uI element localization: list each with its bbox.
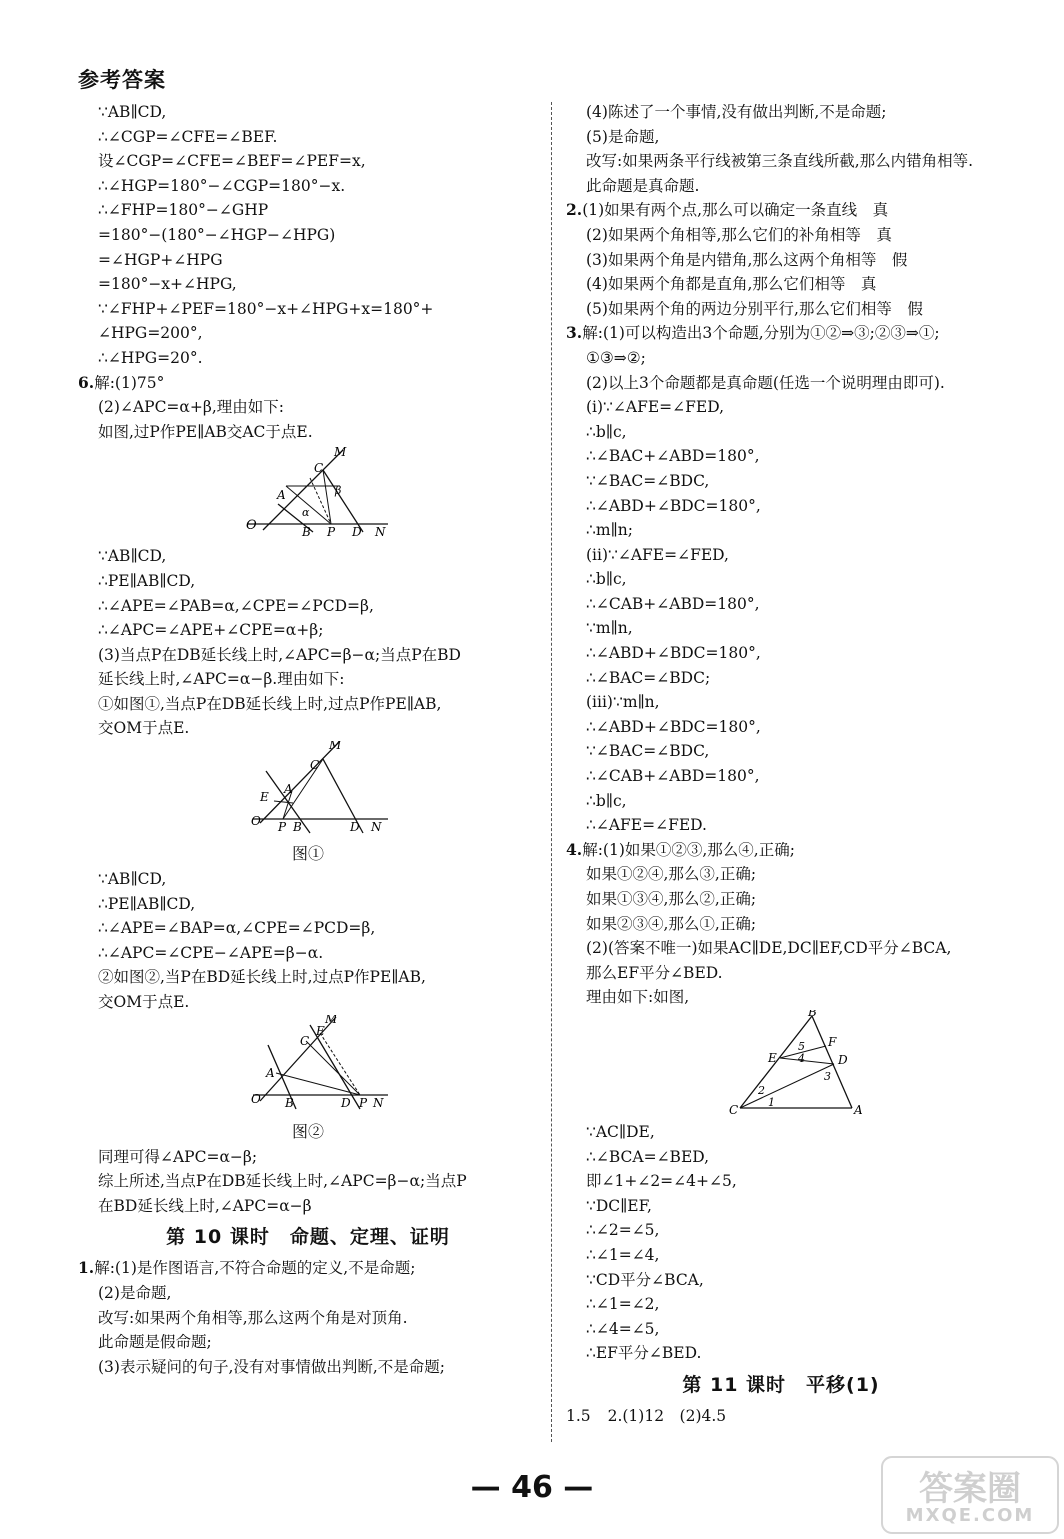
question-1-answer: 解:(1)是作图语言,不符合命题的定义,不是命题; [94, 1259, 416, 1278]
text-line: ∴∠BAC=∠BDC; [586, 668, 711, 687]
point-label: E [768, 1050, 777, 1065]
question-1-head [78, 1256, 538, 1281]
question-number: 2. [566, 200, 583, 220]
text-line: ∴b∥c, [586, 791, 627, 810]
angle-label: 5 [798, 1039, 805, 1053]
point-label: α [302, 506, 310, 520]
point-label: A [266, 1065, 275, 1080]
text-line: ∴∠CAB+∠ABD=180°, [586, 767, 760, 786]
text-line: ∵∠BAC=∠BDC, [586, 471, 710, 490]
question-3-head [566, 321, 996, 346]
point-label: O [246, 518, 257, 534]
text-line: 如果①②④,那么③,正确; [586, 865, 757, 884]
section-title: 第 11 课时 平移(1) [682, 1373, 880, 1396]
text-line: 如果②③④,那么①,正确; [586, 914, 757, 933]
point-label: A [284, 782, 293, 797]
right-column [566, 100, 996, 1429]
geometry-figure-triangle [566, 1010, 996, 1120]
point-label: B [285, 1095, 294, 1110]
left-column [78, 100, 538, 1379]
geometry-diagram [78, 444, 538, 544]
text-line: ∴∠2=∠5, [586, 1221, 660, 1240]
text-line: (ii)∵∠AFE=∠FED, [586, 545, 729, 564]
text-line: ∵AC∥DE, [586, 1122, 655, 1141]
text-line: ∴∠HGP=180°−∠CGP=180°−x. [98, 176, 346, 195]
text-line: ∴b∥c, [586, 422, 627, 441]
question-3-answer: 解:(1)可以构造出3个命题,分别为①②⇒③;②③⇒①; [582, 324, 940, 343]
point-label: B [293, 820, 302, 835]
question-2-head [566, 198, 996, 223]
text-line: ∵∠BAC=∠BDC, [586, 742, 710, 761]
triangle-diagram [566, 1010, 996, 1120]
text-line: ∴∠1=∠2, [586, 1295, 660, 1314]
text-line: =180°−x+∠HPG, [98, 275, 237, 294]
text-line: 在BD延长线上时,∠APC=α−β [98, 1196, 312, 1215]
point-label: D [350, 820, 360, 835]
text-line: (5)如果两个角的两边分别平行,那么它们相等 假 [586, 299, 923, 318]
text-line: ①如图①,当点P在DB延长线上时,过点P作PE∥AB, [98, 694, 442, 713]
answer-line [566, 1404, 996, 1429]
page-header-title: 参考答案 [78, 68, 166, 92]
point-label: E [260, 790, 269, 805]
point-label: P [278, 820, 287, 835]
geometry-figure-main [78, 444, 538, 544]
point-label: M [329, 741, 342, 753]
point-label: D [352, 525, 362, 540]
text-line: ∵AB∥CD, [98, 103, 167, 121]
point-label: O [251, 1091, 261, 1106]
text-line: (3)表示疑问的句子,没有对事情做出判断,不是命题; [98, 1357, 446, 1376]
text-line: (2)(答案不唯一)如果AC∥DE,DC∥EF,CD平分∠BCA, [586, 939, 952, 958]
answer-q1: 1.5 [566, 1406, 591, 1425]
text-line: ∠HPG=200°, [98, 324, 203, 343]
text-line: 设∠CGP=∠CFE=∠BEF=∠PEF=x, [98, 152, 366, 171]
text-line: (2)如果两个角相等,那么它们的补角相等 真 [586, 225, 892, 244]
text-line: (i)∵∠AFE=∠FED, [586, 398, 725, 417]
text-line: 延长线上时,∠APC=α−β.理由如下: [98, 670, 345, 689]
text-line: ∵CD平分∠BCA, [586, 1270, 704, 1289]
text-line: ∴b∥c, [586, 570, 627, 589]
question-number: 6. [78, 372, 95, 392]
text-line: 此命题是真命题. [586, 176, 700, 195]
geometry-figure-1 [78, 741, 538, 841]
point-label: N [371, 820, 382, 835]
text-line: 同理可得∠APC=α−β; [98, 1147, 258, 1166]
section-title: 第 10 课时 命题、定理、证明 [166, 1226, 450, 1249]
text-line: (5)是命题, [586, 127, 660, 146]
question-number: 1. [78, 1258, 95, 1278]
point-label: P [327, 525, 336, 540]
question-6-head [78, 371, 538, 396]
point-label: E [316, 1023, 325, 1038]
point-label: C [300, 1033, 310, 1048]
text-line: ∴∠ABD+∠BDC=180°, [586, 717, 761, 736]
text-line: 那么EF平分∠BED. [586, 963, 723, 982]
text-line: ∴∠CGP=∠CFE=∠BEF. [98, 127, 278, 146]
text-line: =180°−(180°−∠HGP−∠HPG) [98, 225, 336, 244]
point-label: C [314, 461, 324, 476]
angle-label: 3 [824, 1069, 831, 1083]
geometry-figure-2 [78, 1015, 538, 1119]
text-line: ∴∠CAB+∠ABD=180°, [586, 594, 760, 613]
text-line: ∴∠BAC+∠ABD=180°, [586, 447, 760, 466]
text-line: ∵DC∥EF, [586, 1196, 652, 1215]
answer-q2: 2.(1)12 (2)4.5 [607, 1406, 727, 1425]
question-6-answer: 解:(1)75° [94, 373, 165, 392]
text-line: 即∠1+∠2=∠4+∠5, [586, 1172, 737, 1191]
text-line: 改写:如果两条平行线被第三条直线所截,那么内错角相等. [586, 152, 974, 171]
question-number: 3. [566, 323, 583, 343]
watermark-logo [880, 1455, 1060, 1535]
text-line: (3)当点P在DB延长线上时,∠APC=β−α;当点P在BD [98, 645, 461, 664]
text-line: ∴PE∥AB∥CD, [98, 894, 196, 913]
text-line: 改写:如果两个角相等,那么这两个角是对顶角. [98, 1308, 408, 1327]
text-line: ∴∠4=∠5, [586, 1319, 660, 1338]
text-line: ∵AB∥CD, [98, 547, 167, 566]
point-label: M [325, 1014, 338, 1026]
point-label: A [854, 1102, 863, 1117]
text-line: 如果①③④,那么②,正确; [586, 890, 757, 908]
point-label: B [808, 1009, 817, 1019]
point-label: N [375, 525, 386, 540]
text-line: (2)∠APC=α+β,理由如下: [98, 398, 284, 417]
text-line: ∵m∥n, [586, 619, 633, 638]
angle-label: 1 [768, 1095, 775, 1109]
point-label: O [251, 814, 261, 829]
text-line: ∴∠APC=∠CPE−∠APE=β−α. [98, 943, 324, 962]
text-line: 综上所述,当点P在DB延长线上时,∠APC=β−α;当点P [98, 1172, 467, 1191]
text-line: ∴PE∥AB∥CD, [98, 571, 196, 590]
page-number: — 46 — [470, 1470, 594, 1505]
text-line: 此命题是假命题; [98, 1333, 212, 1352]
question-number: 4. [566, 839, 583, 859]
text-line: =∠HGP+∠HPG [98, 250, 223, 269]
text-line: ∴m∥n; [586, 521, 633, 540]
text-line: ∴∠ABD+∠BDC=180°, [586, 496, 761, 515]
point-label: B [302, 525, 311, 540]
point-label: F [828, 1034, 837, 1049]
angle-label: 4 [798, 1051, 805, 1065]
text-line: ∴∠AFE=∠FED. [586, 816, 707, 835]
question-4-answer: 解:(1)如果①②③,那么④,正确; [582, 840, 795, 859]
text-line: ∵∠FHP+∠PEF=180°−x+∠HPG+x=180°+ [98, 299, 434, 318]
text-line: ∴∠BCA=∠BED, [586, 1147, 710, 1166]
geometry-diagram-2 [78, 1015, 538, 1119]
text-line: (4)如果两个角都是直角,那么它们相等 真 [586, 275, 877, 294]
text-line: ∴∠APE=∠PAB=α,∠CPE=∠PCD=β, [98, 596, 374, 615]
text-line: ∴∠ABD+∠BDC=180°, [586, 644, 761, 663]
text-line: 交OM于点E. [98, 993, 190, 1012]
geometry-diagram-1 [78, 741, 538, 841]
point-label: C [310, 758, 320, 773]
question-2-answer: (1)如果有两个点,那么可以确定一条直线 真 [582, 201, 889, 220]
text-line: ∴∠APC=∠APE+∠CPE=α+β; [98, 621, 324, 640]
text-line: (3)如果两个角是内错角,那么这两个角相等 假 [586, 250, 908, 269]
point-label: P [359, 1095, 368, 1110]
column-divider [551, 102, 552, 1442]
point-label: M [334, 445, 347, 460]
text-line: ∴EF平分∠BED. [586, 1344, 702, 1363]
figure-caption: 图① [291, 844, 324, 864]
text-line: ∴∠APE=∠BAP=α,∠CPE=∠PCD=β, [98, 919, 376, 938]
point-label: D [838, 1052, 848, 1067]
point-label: D [341, 1095, 351, 1110]
point-label: A [277, 488, 286, 503]
text-line: (2)是命题, [98, 1284, 172, 1302]
watermark-text-bottom: MXQE.COM [905, 1505, 1035, 1526]
text-line: (iii)∵m∥n, [586, 693, 660, 712]
text-line: ②如图②,当P在BD延长线上时,过点P作PE∥AB, [98, 968, 426, 987]
text-line: ∵AB∥CD, [98, 870, 167, 889]
text-line: 如图,过P作PE∥AB交AC于点E. [98, 422, 313, 441]
text-line: ∴∠1=∠4, [586, 1245, 660, 1264]
figure-caption: 图② [291, 1121, 324, 1141]
text-line: ∴∠FHP=180°−∠GHP [98, 201, 269, 220]
text-line: (4)陈述了一个事情,没有做出判断,不是命题; [586, 103, 887, 121]
point-label: N [373, 1095, 384, 1110]
question-4-head [566, 838, 996, 863]
point-label: β [335, 484, 342, 498]
text-line: ①③⇒②; [586, 348, 646, 367]
text-line: ∴∠HPG=20°. [98, 348, 203, 367]
angle-label: 2 [758, 1083, 765, 1097]
text-line: 交OM于点E. [98, 719, 190, 738]
text-line: 理由如下:如图, [586, 988, 690, 1007]
text-line: (2)以上3个命题都是真命题(任选一个说明理由即可). [586, 373, 945, 392]
point-label: C [729, 1102, 739, 1117]
watermark-text-top: 答案圈 [919, 1469, 1021, 1509]
